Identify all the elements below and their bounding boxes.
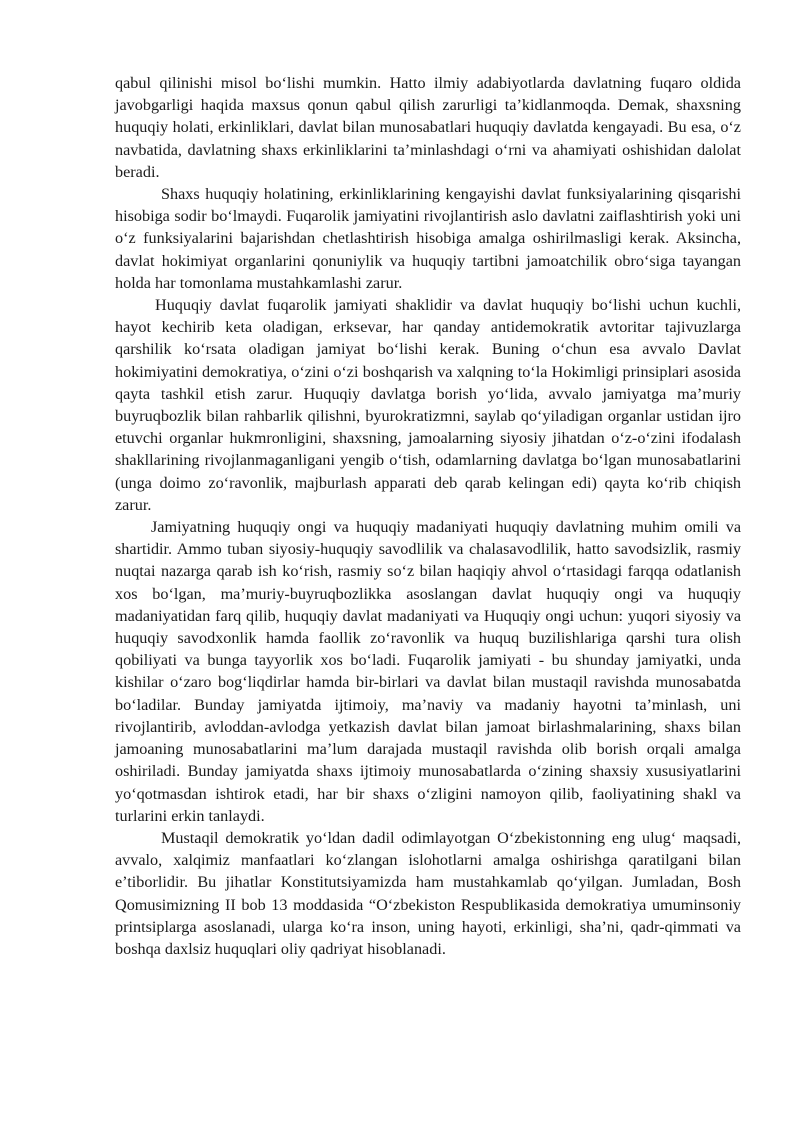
paragraph-mustaqil-demokratik: Mustaqil demokratik yo‘ldan dadil odimlayotgan O‘zbekistonning eng ulug‘ maqsadi, avvalo, xalqimiz manfaatlari ko‘zlangan islohotlarni amalga oshirishga qaratilgani bilan e’tiborlidir. Bu jihatlar Konstitutsiyamizda ham mustahkamlab qo‘yilgan. Jumladan, Bosh Qomusimizning II bob 13 moddasida “O‘zbekiston Respublikasida demokratiya umuminsoniy printsiplarga asoslanadi, ularga ko‘ra inson, uning hayoti, erkinligi, sha’ni, qadr-qimmati va boshqa daxlsiz huquqlari oliy qadriyat hisoblanadi. — [115, 828, 741, 958]
document-page — [115, 72, 741, 960]
paragraph-continuation: qabul qilinishi misol bo‘lishi mumkin. Hatto ilmiy adabiyotlarda davlatning fuqaro oldida javobgarligi haqida maxsus qonun qabul qilish zarurligi ta’kidlanmoqda. Demak, shaxsning huquqiy holati, erkinliklari, davlat bilan munosabatlari huquqiy davlatda kengayadi. Bu esa, o‘z navbatida, davlatning shaxs erkinliklarini ta’minlashdagi o‘rni va ahamiyati oshishidan dalolat beradi. — [115, 74, 741, 181]
paragraph-huquqiy-ong: Jamiyatning huquqiy ongi va huquqiy madaniyati huquqiy davlatning muhim omili va shartidir. Ammo tuban siyosiy-huquqiy savodlilik va chalasavodlilik, hatto savodsizlik, rasmiy nuqtai nazarga qarab ish ko‘rish, rasmiy so‘z bilan haqiqiy ahvol o‘rtasidagi farqqa odatlanish xos bo‘lgan, ma’muriy-buyruqbozlikka asoslangan davlat huquqiy ongi va huquqiy madaniyatidan farq qilib, huquqiy davlat madaniyati va Huquqiy ongi uchun: yuqori siyosiy va huquqiy savodxonlik hamda faollik zo‘ravonlik va huquq buzilishlariga qarshi tura olish qobiliyati va bunga tayyorlik xos bo‘ladi. Fuqarolik jamiyati - bu shunday jamiyatki, unda kishilar o‘zaro bog‘liqdirlar hamda bir-birlari va davlat bilan mustaqil ravishda munosabatda bo‘ladilar. Bunday jamiyatda ijtimoiy, ma’naviy va madaniy hayotni ta’minlash, uni rivojlantirib, avloddan-avlodga yetkazish davlat bilan jamoat birlashmalarining, shaxs bilan jamoaning munosabatlarini ma’lum darajada mustaqil ravishda olib borish orqali amalga oshiriladi. Bunday jamiyatda shaxs ijtimoiy munosabatlarda o‘zining shaxsiy xususiyatlarini yo‘qotmasdan ishtirok etadi, har bir shaxs o‘zligini namoyon qilib, faoliyatining shakl va turlarini erkin tanlaydi. — [115, 518, 741, 825]
paragraph-shaxs-huquqiy-holati: Shaxs huquqiy holatining, erkinliklarining kengayishi davlat funksiyalarining qisqarishi hisobiga sodir bo‘lmaydi. Fuqarolik jamiyatini rivojlantirish aslo davlatni zaiflashtirish yoki uni o‘z funksiyalarini bajarishdan chetlashtirish hisobiga amalga oshirilmasligi kerak. Aksincha, davlat hokimiyat organlarini qonuniylik va huquqiy tartibni jamoatchilik obro‘siga tayangan holda har tomonlama mustahkamlashi zarur. — [115, 185, 741, 292]
paragraph-huquqiy-davlat: Huquqiy davlat fuqarolik jamiyati shaklidir va davlat huquqiy bo‘lishi uchun kuchli, hayot kechirib keta oladigan, erksevar, har qanday antidemokratik avtoritar tajivuzlarga qarshilik ko‘rsata oladigan jamiyat bo‘lishi kerak. Buning o‘chun esa avvalo Davlat hokimiyatini demokratiya, o‘zini o‘zi boshqarish va xalqning to‘la Hokimligi prinsiplari asosida qayta tashkil etish zarur. Huquqiy davlatga borish yo‘lida, avvalo jamiyatga ma’muriy buyruqbozlik bilan rahbarlik qilishni, byurokratizmni, saylab qo‘yiladigan organlar ustidan ijro etuvchi organlar hukmronligini, shaxsning, jamoalarning siyosiy jihatdan o‘z-o‘zini ifodalash shakllarining rivojlanmaganligani yengib o‘tish, odamlarning davlatga bo‘lgan munosabatlarini (unga doimo zo‘ravonlik, majburlash apparati deb qarab kelingan edi) qayta ko‘rib chiqish zarur. — [115, 296, 741, 514]
